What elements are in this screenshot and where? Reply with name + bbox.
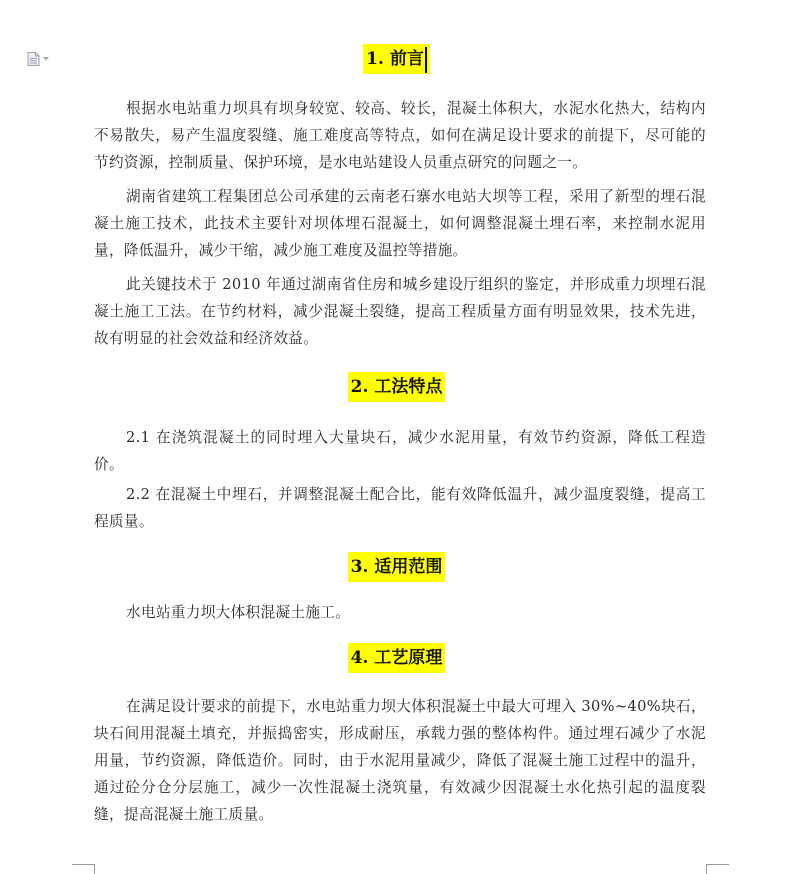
section-3-paragraph-1: 水电站重力坝大体积混凝土施工。 [126, 604, 351, 621]
page-corner-mark-right [706, 864, 729, 874]
section-2-heading: 2. 工法特点 [348, 372, 446, 402]
text-cursor [425, 47, 427, 73]
section-1-heading[interactable] [363, 44, 430, 74]
section-4-heading: 4. 工艺原理 [348, 643, 446, 673]
section-2-paragraph-1: 2.1 在浇筑混凝土的同时埋入大量块石，减少水泥用量，有效节约资源，降低工程造价。 [94, 429, 706, 473]
section-4-heading-wrap [0, 643, 793, 673]
section-4-paragraph-1: 在满足设计要求的前提下，水电站重力坝大体积混凝土中最大可埋入 30%~40%块石，块石间用混凝土填充，并振捣密实，形成耐压，承载力强的整体构件。通过埋石减少了水泥用量，节约资源，降低造价。同时，由于水泥用量减少，降低了混凝土施工过程中的温升，通过砼分仓分层施工，减少一次性混凝土浇筑量，有效减少因混凝土水化热引起的温度裂缝，提高混凝土施工质量。 [94, 698, 706, 823]
section-2-heading-wrap [0, 372, 793, 402]
section-1-paragraph-2: 湖南省建筑工程集团总公司承建的云南老石寨水电站大坝等工程，采用了新型的埋石混凝土施工技术，此技术主要针对坝体埋石混凝土，如何调整混凝土埋石率，来控制水泥用量，降低温升，减少干缩，减少施工难度及温控等措施。 [94, 188, 706, 259]
section-2-paragraph-2: 2.2 在混凝土中埋石，并调整混凝土配合比，能有效降低温升，减少温度裂缝，提高工程质量。 [94, 486, 706, 530]
page-corner-mark-left [72, 864, 95, 874]
section-3-heading: 3. 适用范围 [348, 552, 446, 582]
section-3-heading-wrap [0, 552, 793, 582]
section-1-paragraph-3: 此关键技术于 2010 年通过湖南省住房和城乡建设厅组织的鉴定，并形成重力坝埋石混凝土施工工法。在节约材料，减少混凝土裂缝，提高工程质量方面有明显效果，技术先进，故有明显的社会效益和经济效益。 [94, 276, 706, 347]
section-1-paragraph-1: 根据水电站重力坝具有坝身较宽、较高、较长，混凝土体积大，水泥水化热大，结构内不易散失，易产生温度裂缝、施工难度高等特点，如何在满足设计要求的前提下，尽可能的节约资源，控制质量、保护环境，是水电站建设人员重点研究的问题之一。 [94, 100, 706, 171]
section-1-heading-text: 1. 前言 [366, 49, 424, 69]
section-1-heading-wrap [0, 44, 793, 74]
